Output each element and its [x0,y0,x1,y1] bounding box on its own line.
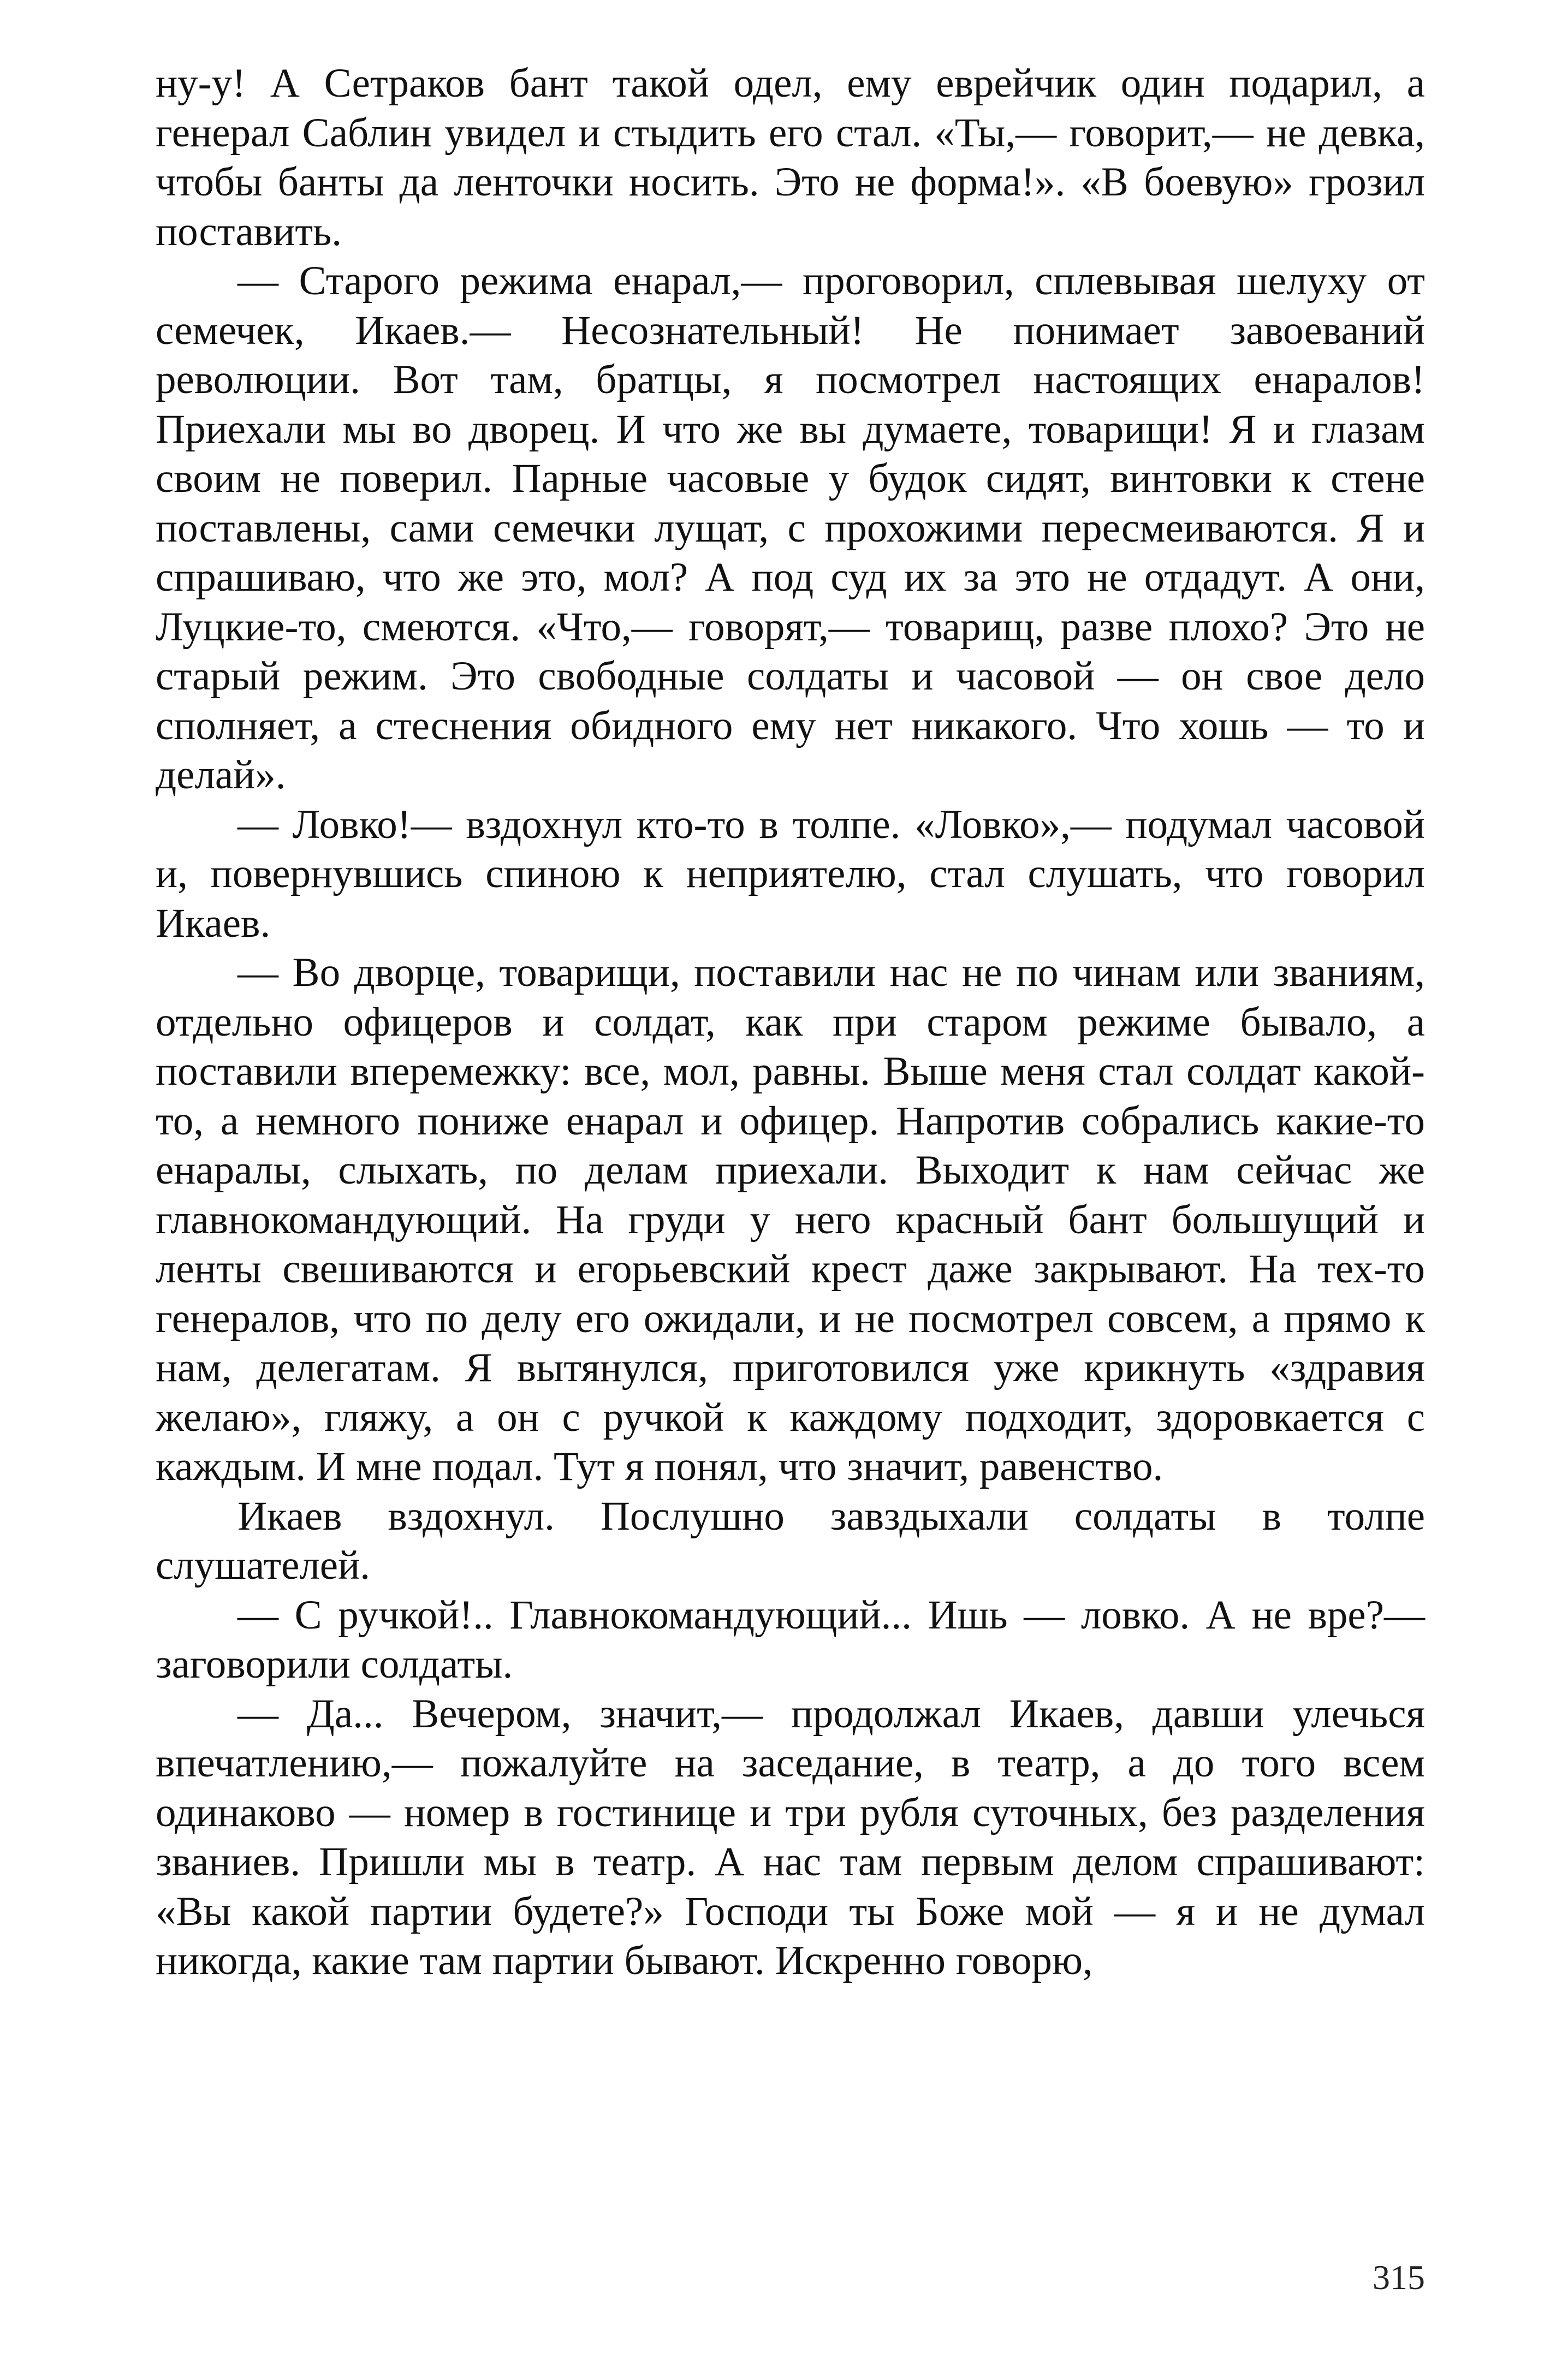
paragraph-5: Икаев вздохнул. Послушно завздыхали солдаты в толпе слушателей. [156,1493,1425,1588]
body-text [156,59,1425,1986]
paragraph-6: — С ручкой!.. Главнокомандующий... Ишь — ловко. А не вре?— заговорили солдаты. [156,1592,1425,1687]
page-number: 315 [1373,2258,1425,2297]
paragraph-3: — Ловко!— вздохнул кто-то в толпе. «Ловко»,— подумал часовой и, повернувшись спиною к неприятелю, стал слушать, что говорил Икаев. [156,801,1425,946]
paragraph-2: — Старого режима енарал,— проговорил, сплевывая шелуху от семечек, Икаев.— Несознательный! Не понимает завоеваний революции. Вот там, братцы, я посмотрел настоящих енаралов! Приехали мы во дворец. И что же вы думаете, товарищи! Я и глазам своим не поверил. Парные часовые у будок сидят, винтовки к стене поставлены, сами семечки лущат, с прохожими пересмеиваются. Я и спрашиваю, что же это, мол? А под суд их за это не отдадут. А они, Луцкие-то, смеются. «Что,— говорят,— товарищ, разве плохо? Это не старый режим. Это свободные солдаты и часовой — он свое дело сполняет, а стеснения обидного ему нет никакого. Что хошь — то и делай». [156,258,1425,798]
paragraph-1: ну-у! А Сетраков бант такой одел, ему еврейчик один подарил, а генерал Саблин увидел и стыдить его стал. «Ты,— говорит,— не девка, чтобы банты да ленточки носить. Это не форма!». «В боевую» грозил поставить. [156,61,1425,254]
paragraph-7: — Да... Вечером, значит,— продолжал Икаев, давши улечься впечатлению,— пожалуйте на заседание, в театр, а до того всем одинаково — номер в гостинице и три рубля суточных, без разделения званиев. Пришли мы в театр. А нас там первым делом спрашивают: «Вы какой партии будете?» Господи ты Боже мой — я и не думал никогда, какие там партии бывают. Искренно говорю, [156,1691,1425,1983]
paragraph-4: — Во дворце, товарищи, поставили нас не по чинам или званиям, отдельно офицеров и солдат, как при старом режиме бывало, а поставили вперемежку: все, мол, равны. Выше меня стал солдат какой-то, а немного пониже енарал и офицер. Напротив собрались какие-то енаралы, слыхать, по делам приехали. Выходит к нам сейчас же главнокомандующий. На груди у него красный бант большущий и ленты свешиваются и егорьевский крест даже закрывают. На тех-то генералов, что по делу его ожидали, и не посмотрел совсем, а прямо к нам, делегатам. Я вытянулся, приготовился уже крикнуть «здравия желаю», гляжу, а он с ручкой к каждому подходит, здоровкается с каждым. И мне подал. Тут я понял, что значит, равенство. [156,950,1425,1489]
